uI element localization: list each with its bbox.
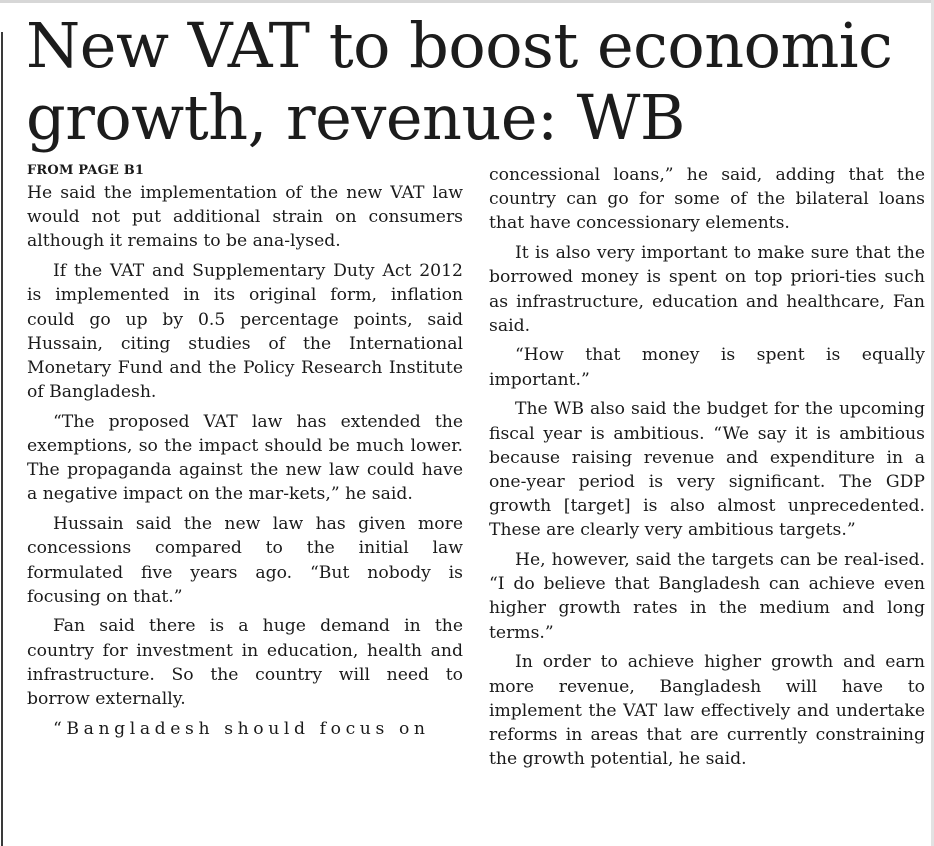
left-column-rule — [1, 32, 3, 846]
paragraph: Fan said there is a huge demand in the country for investment in education, health and infrastructure. So the country will need to borrow externally. — [27, 616, 463, 710]
top-rule — [0, 0, 934, 3]
paragraph: It is also very important to make sure that the borrowed money is spent on top priori-ties such as infrastructure, education and healthcare, Fan said. — [489, 243, 925, 336]
dateline: FROM PAGE B1 — [27, 163, 145, 178]
article-headline: New VAT to boost economic growth, revenue: WB — [26, 9, 893, 154]
paragraph: concessional loans,” he said, adding that the country can go for some of the bilateral loans that have concessionary elements. — [489, 165, 925, 234]
paragraph: Hussain said the new law has given more concessions compared to the initial law formulated five years ago. “But nobody is focusing on that.” — [27, 514, 463, 607]
paragraph: He, however, said the targets can be real-ised. “I do believe that Bangladesh can achieve even higher growth rates in the medium and long terms.” — [489, 550, 925, 643]
paragraph: “Bangladesh should focus on — [53, 718, 430, 739]
article-column-left — [27, 163, 463, 741]
paragraph: He said the implementation of the new VAT law would not put additional strain on consumers although it remains to be ana-lysed. — [27, 183, 463, 252]
paragraph: If the VAT and Supplementary Duty Act 2012 is implemented in its original form, inflation could go up by 0.5 percentage points, said Hussain, citing studies of the International Monetary Fund and the Policy Research Institute of Bangladesh. — [27, 261, 463, 403]
paragraph: “How that money is spent is equally important.” — [489, 345, 925, 390]
article-column-right — [489, 163, 925, 771]
paragraph: “The proposed VAT law has extended the exemptions, so the impact should be much lower. The propaganda against the new law could have a negative impact on the mar-kets,” he said. — [27, 411, 463, 505]
paragraph: The WB also said the budget for the upcoming fiscal year is ambitious. “We say it is ambitious because raising revenue and expenditure in a one-year period is very significant. The GDP growth [target] is also almost unprecedented. These are clearly very ambitious targets.” — [489, 399, 925, 541]
paragraph: In order to achieve higher growth and earn more revenue, Bangladesh will have to implement the VAT law effectively and undertake reforms in areas that are currently constraining the growth potential, he said. — [489, 652, 925, 770]
